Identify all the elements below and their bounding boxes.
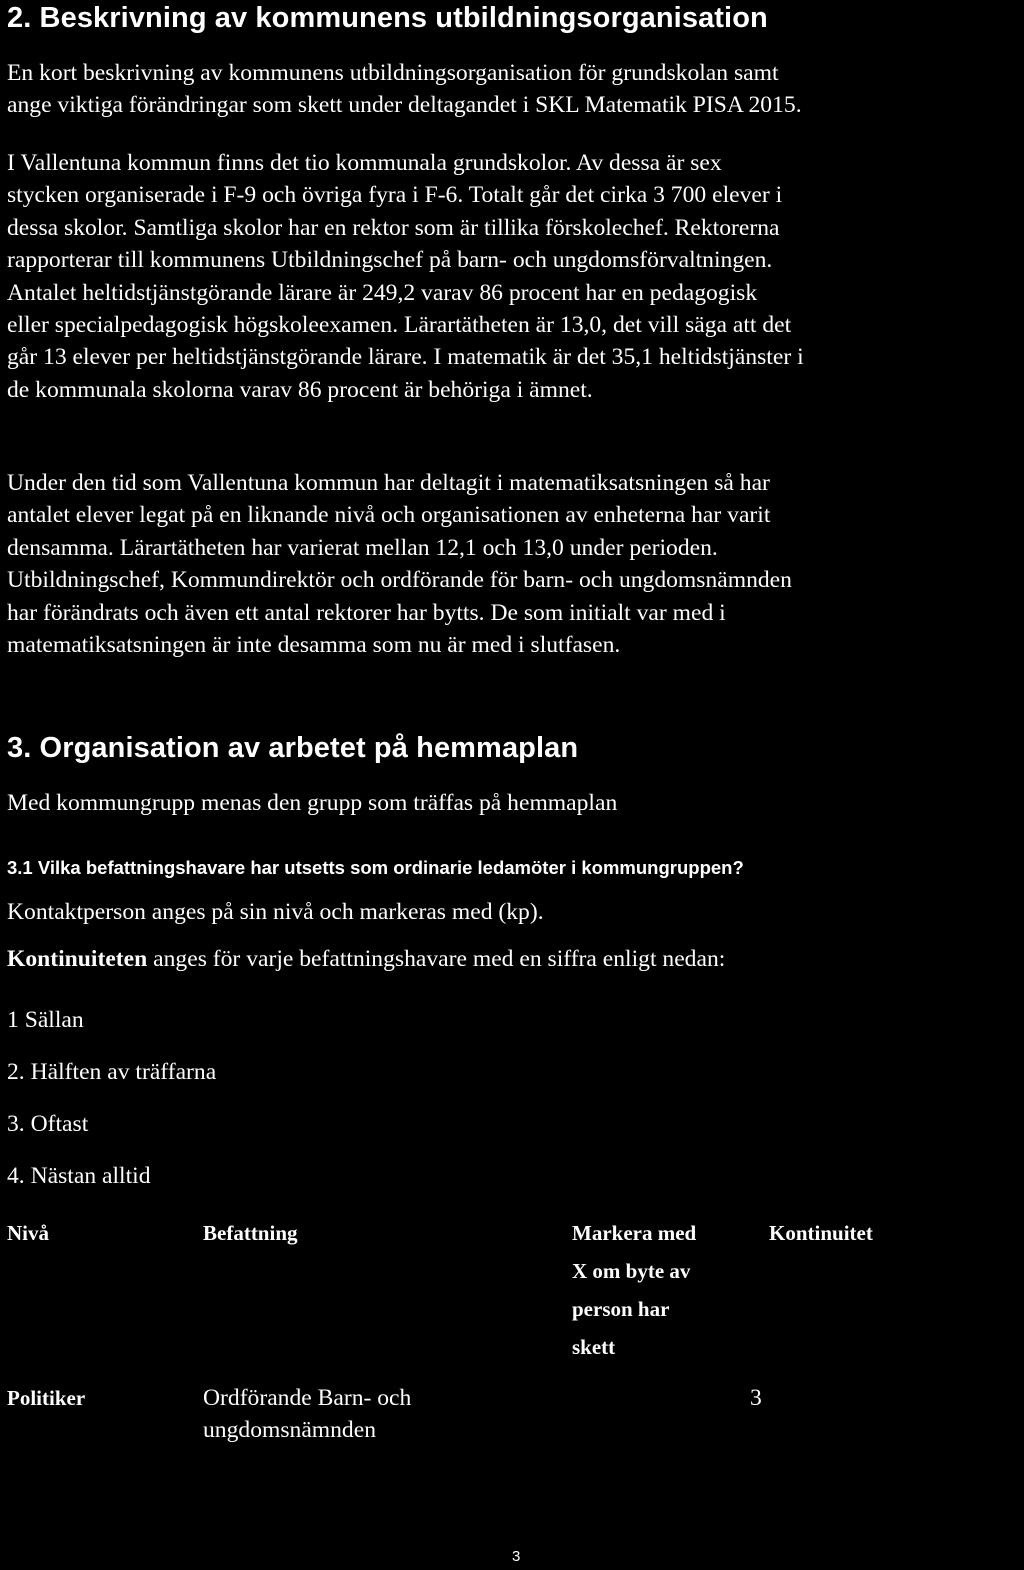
text-line: Antalet heltidstjänstgörande lärare är 249,2 varav 86 procent har en pedagogisk — [7, 279, 758, 306]
contact-note: Kontaktperson anges på sin nivå och markeras med (kp). — [7, 899, 544, 925]
text-line: eller specialpedagogisk högskoleexamen. Lärartätheten är 13,0, det vill säga att det — [7, 312, 792, 339]
intro-line: En kort beskrivning av kommunens utbildningsorganisation för grundskolan samt — [7, 60, 779, 86]
legend-number: 4. — [7, 1163, 25, 1189]
column-header-niva: Nivå — [7, 1221, 49, 1245]
section-3-heading: 3. Organisation av arbetet på hemmaplan — [7, 732, 579, 764]
changes-paragraph — [7, 467, 1017, 661]
text-line: antalet elever legat på en liknande nivå och organisationen av enheterna har varit — [7, 502, 771, 529]
legend-text: Hälften av träffarna — [24, 1059, 217, 1085]
text-line: dessa skolor. Samtliga skolor har en rektor som är tillika förskolechef. Rektorerna — [7, 214, 780, 241]
cell-line: ungdomsnämnden — [203, 1417, 377, 1443]
cell-line: Ordförande Barn- och — [203, 1385, 412, 1411]
text-line: Utbildningschef, Kommundirektör och ordförande för barn- och ungdomsnämnden — [7, 567, 792, 594]
text-line: de kommunala skolorna varav 86 procent är behöriga i ämnet. — [7, 376, 593, 403]
text-line: har förändrats och även ett antal rektorer har bytts. De som initialt var med i — [7, 599, 726, 626]
text-line: densamma. Lärartätheten har varierat mellan 12,1 och 13,0 under perioden. — [7, 534, 718, 561]
subsection-3-1-heading: 3.1 Vilka befattningshavare har utsetts som ordinarie ledamöter i kommungruppen? — [7, 857, 744, 878]
header-line: Markera med — [572, 1221, 697, 1245]
continuity-legend-item — [7, 1160, 151, 1192]
cell-niva: Politiker — [7, 1386, 86, 1410]
section-2-intro — [7, 57, 1017, 122]
header-line: skett — [572, 1335, 616, 1359]
header-line: person har — [572, 1297, 670, 1321]
continuity-term: Kontinuiteten — [7, 946, 148, 972]
continuity-legend-item — [7, 1056, 216, 1088]
legend-text: Nästan alltid — [24, 1163, 151, 1189]
continuity-rest: anges för varje befattningshavare med en siffra enligt nedan: — [147, 946, 726, 972]
cell-befattning — [203, 1382, 523, 1446]
page-number: 3 — [512, 1548, 521, 1565]
text-line: går 13 elever per heltidstjänstgörande lärare. I matematik är det 35,1 heltidstjänster i — [7, 344, 804, 371]
section-2-heading: 2. Beskrivning av kommunens utbildningsorganisation — [7, 2, 768, 34]
continuity-legend-item — [7, 1108, 88, 1140]
column-header-kontinuitet: Kontinuitet — [769, 1221, 873, 1245]
cell-kontinuitet: 3 — [750, 1385, 762, 1411]
legend-number: 3. — [7, 1111, 25, 1137]
section-3-intro: Med kommungrupp menas den grupp som träffas på hemmaplan — [7, 790, 618, 816]
column-header-markera — [572, 1214, 752, 1366]
text-line: rapporterar till kommunens Utbildningschef på barn- och ungdomsförvaltningen. — [7, 247, 773, 274]
continuity-legend-item — [7, 1004, 84, 1036]
legend-text: Oftast — [24, 1111, 89, 1137]
legend-number: 1 — [7, 1007, 19, 1033]
column-header-befattning: Befattning — [203, 1221, 298, 1245]
intro-line: ange viktiga förändringar som skett under deltagandet i SKL Matematik PISA 2015. — [7, 92, 802, 119]
header-line: X om byte av — [572, 1259, 691, 1283]
text-line: matematiksatsningen är inte desamma som nu är med i slutfasen. — [7, 632, 621, 659]
text-line: I Vallentuna kommun finns det tio kommunala grundskolor. Av dessa är sex — [7, 150, 722, 176]
legend-text: Sällan — [18, 1007, 84, 1033]
organisation-paragraph — [7, 147, 1017, 406]
legend-number: 2. — [7, 1059, 25, 1085]
text-line: stycken organiserade i F-9 och övriga fyra i F-6. Totalt går det cirka 3 700 elever i — [7, 182, 783, 209]
text-line: Under den tid som Vallentuna kommun har deltagit i matematiksatsningen så har — [7, 470, 770, 496]
continuity-instruction — [7, 943, 1017, 975]
